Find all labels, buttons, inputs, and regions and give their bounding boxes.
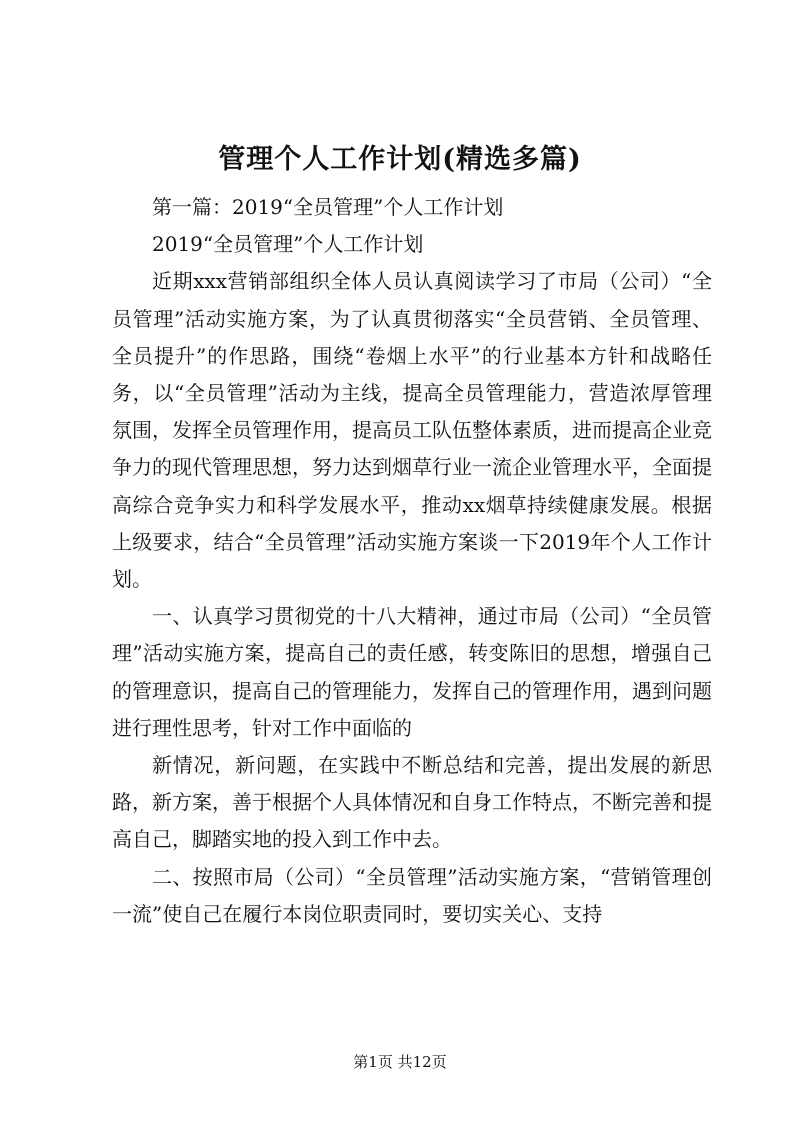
document-title: 管理个人工作计划(精选多篇) bbox=[218, 144, 582, 175]
paragraph-item-1-continued: 新情况，新问题，在实践中不断总结和完善，提出发展的新思路，新方案，善于根据个人具体情况和自身工作特点，不断完善和提高自己，脚踏实地的投入到工作中去。 bbox=[112, 753, 712, 852]
paragraph-intro: 近期xxx营销部组织全体人员认真阅读学习了市局（公司）“全员管理”活动实施方案，为了认真贯彻落实“全员营销、全员管理、全员提升”的作思路，围绕“卷烟上水平”的行业基本方针和战略任务，以“全员管理”活动为主线，提高全员管理能力，营造浓厚管理氛围，发挥全员管理作用，提高员工队伍整体素质，进而提高企业竞争力的现代管理思想，努力达到烟草行业一流企业管理水平，全面提高综合竞争实力和科学发展水平，推动xx烟草持续健康发展。根据上级要求，结合“全员管理”活动实施方案谈一下2019年个人工作计划。 bbox=[112, 269, 712, 592]
page-number-footer: 第1页 共12页 bbox=[353, 1053, 447, 1071]
paragraph-item-1: 一、认真学习贯彻党的十八大精神，通过市局（公司）“全员管理”活动实施方案，提高自己的责任感，转变陈旧的思想，增强自己的管理意识，提高自己的管理能力，发挥自己的管理作用，遇到问题进行理性思考，针对工作中面临的 bbox=[112, 604, 712, 740]
section-heading: 第一篇：2019“全员管理”个人工作计划 bbox=[152, 195, 504, 219]
sub-heading: 2019“全员管理”个人工作计划 bbox=[152, 232, 424, 257]
paragraph-item-2: 二、按照市局（公司）“全员管理”活动实施方案，“营销管理创一流”使自己在履行本岗位职责同时，要切实关心、支持 bbox=[112, 864, 712, 926]
document-body bbox=[112, 189, 712, 933]
